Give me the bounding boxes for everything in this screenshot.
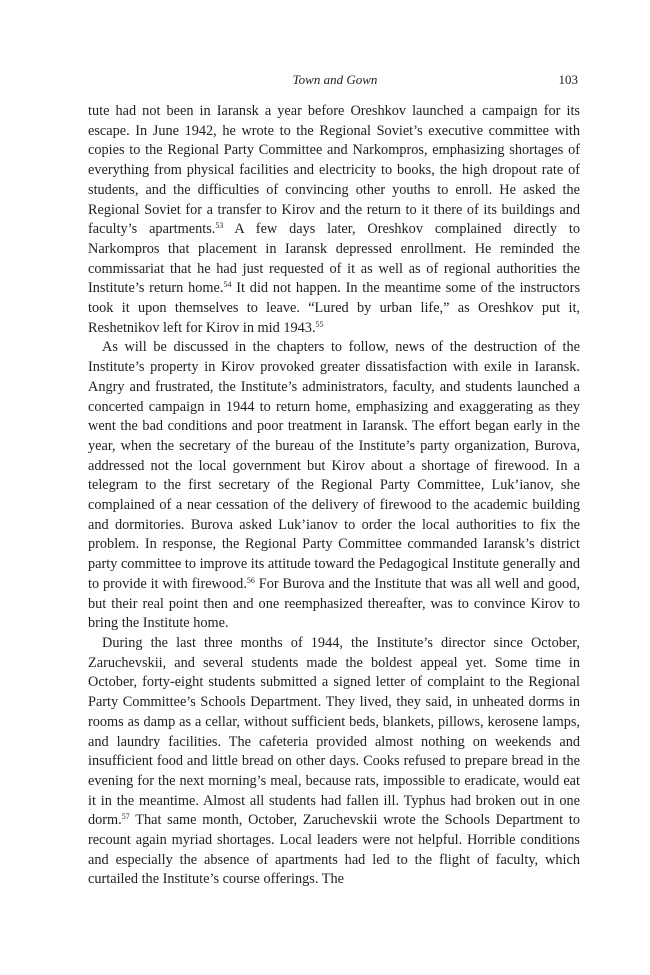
running-title: Town and Gown <box>292 72 378 87</box>
footnote-reference: 57 <box>121 812 130 822</box>
paragraph <box>88 102 580 338</box>
paragraph-text: As will be discussed in the chapters to follow, news of the destruction of the Institute’s property in Kirov provoked greater dissatisfaction with exile in Iaransk. Angry and frustrated, the Institute’s administrators, faculty, and students launched a concerted campaign in 1944 to return home, emphasizing and exaggerating as they went the bad conditions and poor treatment in Iaransk. The effort began early in the year, when the secretary of the bureau of the Institute’s party organization, Burova, addressed not the local government but Kirov about a shortage of firewood. In a telegram to the first secretary of the Regional Party Committee, Luk’ianov, she complained of a near cessation of the delivery of firewood to the academic building and dormitories. Burova asked Luk’ianov to order the local authorities to fix the problem. In response, the Regional Party Committee commanded Iaransk’s district party committee to improve its attitude toward the Pedagogical Institute generally and to provide it with firewood. <box>88 339 580 592</box>
page-number: 103 <box>558 72 578 87</box>
paragraph <box>88 634 580 890</box>
footnote-reference: 53 <box>215 221 224 231</box>
paragraph-text: tute had not been in Iaransk a year before Oreshkov launched a campaign for its escape. In June 1942, he wrote to the Regional Soviet’s executive committee with copies to the Regional Party Committee and Narkompros, emphasizing shortages of everything from physical facilities and electricity to books, the high dropout rate of students, and the difficulties of convincing other youths to enroll. He asked the Regional Soviet for a transfer to Kirov and the return to it there of its buildings and faculty’s apartments. <box>88 103 580 238</box>
paragraph <box>88 338 580 634</box>
paragraph-text: For Burova and the Institute that was all well and good, but their real point then and one reemphasized thereafter, was to convince Kirov to bring the Institute home. <box>88 575 580 632</box>
footnote-reference: 54 <box>223 280 232 290</box>
paragraph-text: It did not happen. In the meantime some of the instructors took it upon themselves to leave. “Lured by urban life,” as Oreshkov put it, Reshetnikov left for Kirov in mid 1943. <box>88 280 581 336</box>
footnote-reference: 56 <box>246 575 255 585</box>
paragraph-text: A few days later, Oreshkov complained directly to Narkompros that placement in Iaransk depressed enrollment. He reminded the commissariat that he had just requested of it as well as of regional authorities the Institute’s return home. <box>88 221 580 297</box>
running-head <box>90 70 580 90</box>
body-text <box>88 102 580 890</box>
paragraph-text: That same month, October, Zaruchevskii wrote the Schools Department to recount again myriad shortages. Local leaders were not helpful. Horrible conditions and especially the absence of apartments had led to the flight of faculty, which curtailed the Institute’s course offerings. The <box>88 812 580 888</box>
paragraph-text: During the last three months of 1944, the Institute’s director since October, Zaruchevskii, and several students made the boldest appeal yet. Some time in October, forty-eight students submitted a signed letter of complaint to the Regional Party Committee’s Schools Department. They lived, they said, in unheated dorms in rooms as damp as a cellar, without sufficient beds, blankets, pillows, kerosene lamps, and laundry facilities. The cafeteria provided almost nothing on weekends and insufficient food and little bread on other days. Cooks refused to prepare bread in the evening for the next morning’s meal, because rats, impossible to eradicate, would eat it in the meantime. Almost all students had fallen ill. Typhus had broken out in one dorm. <box>88 634 580 829</box>
footnote-reference: 55 <box>315 319 324 329</box>
